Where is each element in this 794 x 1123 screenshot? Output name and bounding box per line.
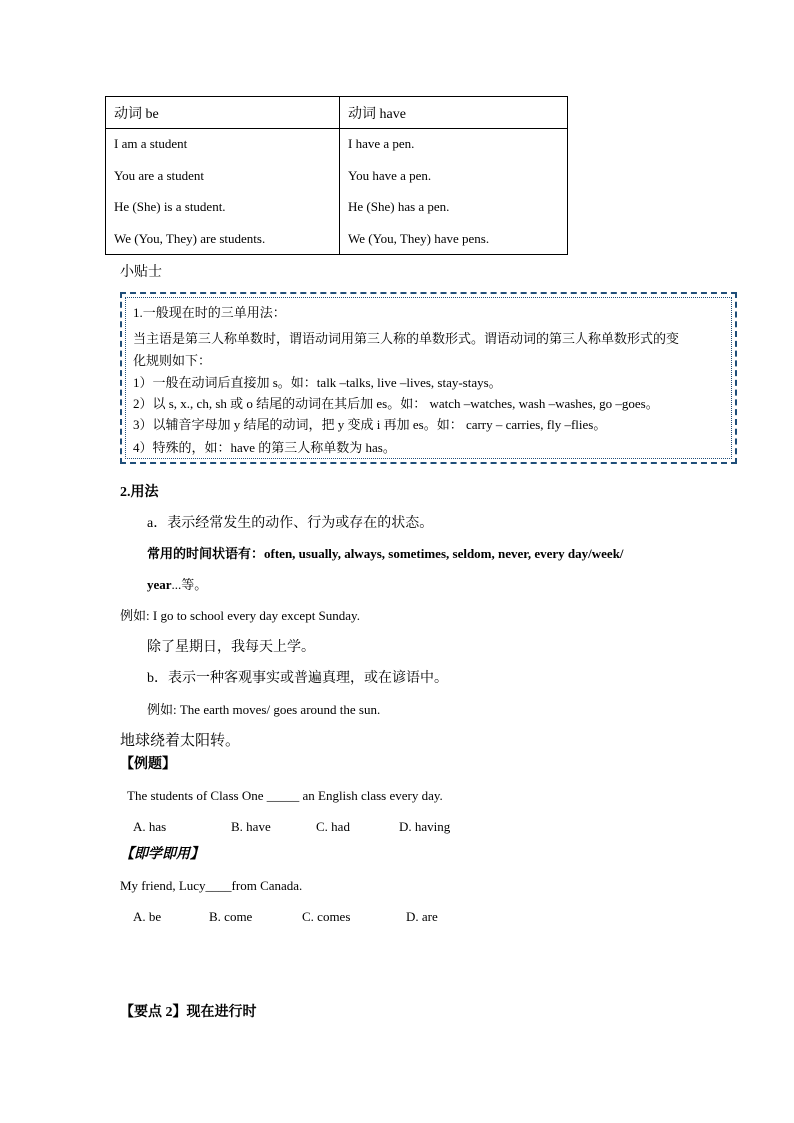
- be-column: [106, 129, 340, 255]
- tips-title: 小贴士: [120, 265, 162, 280]
- adverbs-label: 常用的时间状语有：: [147, 546, 265, 561]
- table-row: [106, 129, 568, 255]
- table-cell: He (She) is a student.: [114, 199, 226, 214]
- tips-line: 1）一般在动词后直接加 s。如：talk –talks, live –lives, stay-stays。: [133, 375, 502, 390]
- usage-heading: 2.用法: [120, 485, 159, 500]
- practice-option-d: D. are: [406, 909, 438, 924]
- tips-line: 2）以 s, x., ch, sh 或 o 结尾的动词在其后加 es。如： watch –watches, wash –washes, go –goes。: [133, 396, 659, 411]
- table-cell: I am a student: [114, 136, 188, 151]
- example-label: 【例题】: [120, 757, 176, 772]
- usage-b: b．表示一种客观事实或普遍真理，或在谚语中。: [147, 671, 448, 686]
- example-option-b: B. have: [231, 819, 271, 834]
- tips-line: 化规则如下：: [133, 353, 212, 368]
- example-option-d: D. having: [399, 819, 451, 834]
- tips-line: 4）特殊的，如：have 的第三人称单数为 has。: [133, 440, 396, 455]
- table-cell: You are a student: [114, 167, 205, 183]
- practice-option-b: B. come: [209, 909, 253, 924]
- adverbs-year: year: [147, 577, 172, 592]
- adverbs-etc: ...等。: [171, 577, 208, 592]
- practice-option-a: A. be: [133, 909, 162, 924]
- table-cell: You have a pen.: [348, 167, 432, 183]
- practice-question: My friend, Lucy____from Canada.: [120, 878, 303, 893]
- table-cell: We (You, They) are students.: [114, 230, 266, 246]
- usage-a: a．表示经常发生的动作、行为或存在的状态。: [147, 516, 434, 531]
- example2-en: 例如: The earth moves/ goes around the sun.: [147, 702, 381, 717]
- example2-cn: 地球绕着太阳转。: [120, 733, 241, 749]
- table-header-have: 动词 have: [340, 97, 568, 129]
- example1-cn: 除了星期日，我每天上学。: [147, 640, 315, 655]
- example-option-c: C. had: [316, 819, 350, 834]
- tips-line: 当主语是第三人称单数时，谓语动词用第三人称的单数形式。谓语动词的第三人称单数形式的变: [133, 331, 680, 346]
- adverbs-list: often, usually, always, sometimes, seldom, never, every day/week/: [264, 546, 624, 561]
- usage-adverbs-cont: [147, 574, 207, 593]
- example-question: The students of Class One _____ an English class every day.: [127, 788, 443, 803]
- example-option-a: A. has: [133, 819, 167, 834]
- table-cell: I have a pen.: [348, 136, 415, 151]
- table-header-be: 动词 be: [106, 97, 340, 129]
- tips-line: 3）以辅音字母加 y 结尾的动词，把 y 变成 i 再加 es。如： carry – carries, fly –flies。: [133, 417, 607, 432]
- verb-table: [105, 96, 568, 255]
- practice-label: 【即学即用】: [120, 847, 204, 862]
- table-header-row: [106, 97, 568, 129]
- have-column: [340, 129, 568, 255]
- next-section-heading: 【要点 2】现在进行时: [120, 1005, 257, 1020]
- table-cell: He (She) has a pen.: [348, 199, 450, 214]
- usage-adverbs: [147, 543, 624, 562]
- practice-option-c: C. comes: [302, 909, 351, 924]
- tips-line: 1.一般现在时的三单用法：: [133, 305, 286, 320]
- table-cell: We (You, They) have pens.: [348, 230, 490, 246]
- example1-en: 例如: I go to school every day except Sunday.: [120, 608, 360, 623]
